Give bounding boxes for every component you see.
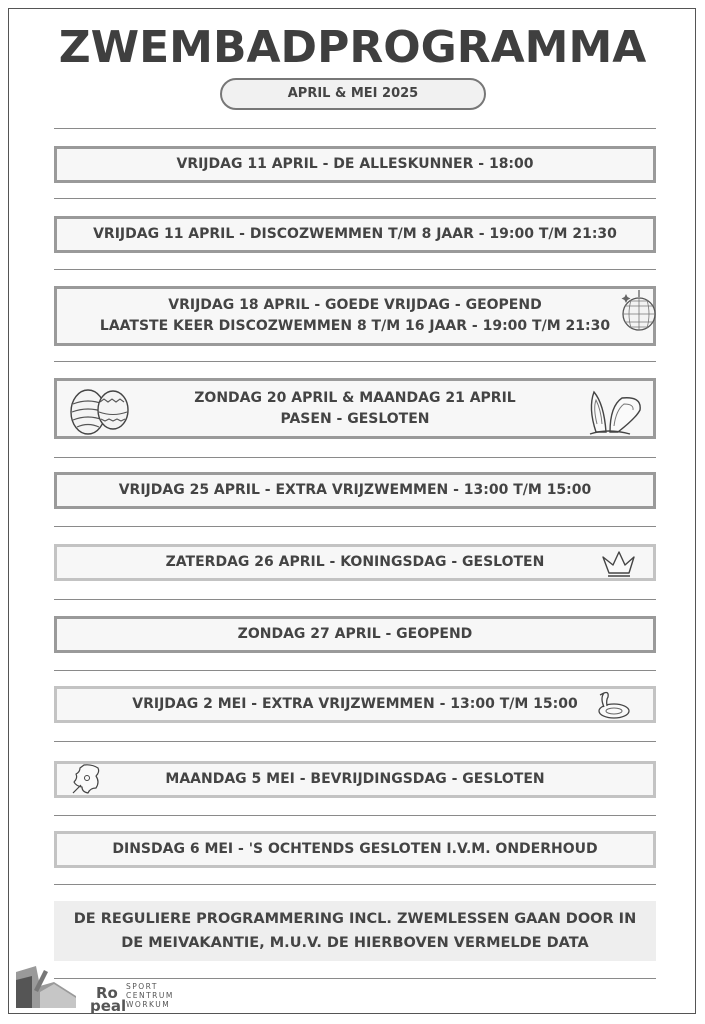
divider <box>54 526 656 527</box>
crown-icon <box>600 549 636 579</box>
event-item <box>54 544 656 581</box>
logo-line: SPORT <box>126 982 158 991</box>
divider <box>54 269 656 270</box>
divider <box>54 599 656 600</box>
divider <box>54 884 656 885</box>
event-text: VRIJDAG 2 MEI - EXTRA VRIJZWEMMEN - 13:00 T/M 15:00 <box>132 696 578 712</box>
page-title: ZWEMBADPROGRAMMA <box>58 22 647 73</box>
date-range-pill: APRIL & MEI 2025 <box>220 78 486 110</box>
event-item <box>54 761 656 798</box>
event-item <box>54 378 656 439</box>
logo-word: peal <box>90 997 127 1015</box>
event-item <box>54 686 656 723</box>
divider <box>54 978 656 979</box>
note-text: DE REGULIERE PROGRAMMERING INCL. ZWEMLESSEN GAAN DOOR IN <box>73 911 637 927</box>
event-text: VRIJDAG 25 APRIL - EXTRA VRIJZWEMMEN - 13:00 T/M 15:00 <box>118 482 592 498</box>
event-item <box>54 286 656 346</box>
divider <box>54 198 656 199</box>
logo-line: CENTRUM <box>126 991 174 1000</box>
event-text: ZONDAG 27 APRIL - GEOPEND <box>237 626 473 642</box>
swan-float-icon <box>596 690 632 720</box>
logo-line: WORKUM <box>126 1000 171 1009</box>
netherlands-map-icon <box>70 762 104 796</box>
divider <box>54 741 656 742</box>
event-text: DINSDAG 6 MEI - 'S OCHTENDS GESLOTEN I.V.M. ONDERHOUD <box>112 841 598 857</box>
divider <box>54 670 656 671</box>
note-text: DE MEIVAKANTIE, M.U.V. DE HIERBOVEN VERMELDE DATA <box>121 935 589 951</box>
event-item <box>54 472 656 509</box>
divider <box>54 457 656 458</box>
easter-eggs-icon <box>68 386 132 436</box>
event-text: VRIJDAG 11 APRIL - DE ALLESKUNNER - 18:00 <box>176 156 534 172</box>
disco-ball-icon <box>620 290 658 332</box>
divider <box>54 128 656 129</box>
divider <box>54 361 656 362</box>
event-text: VRIJDAG 18 APRIL - GOEDE VRIJDAG - GEOPEND <box>168 297 542 313</box>
event-text: PASEN - GESLOTEN <box>280 410 430 427</box>
event-text: LAATSTE KEER DISCOZWEMMEN 8 T/M 16 JAAR - 19:00 T/M 21:30 <box>99 318 611 334</box>
event-text: ZONDAG 20 APRIL & MAANDAG 21 APRIL <box>194 389 516 406</box>
event-text: MAANDAG 5 MEI - BEVRIJDINGSDAG - GESLOTEN <box>165 771 545 787</box>
event-item <box>54 831 656 868</box>
divider <box>54 815 656 816</box>
event-text: ZATERDAG 26 APRIL - KONINGSDAG - GESLOTEN <box>165 554 545 570</box>
logo-mark <box>14 962 78 1010</box>
logo-word: Ro <box>96 984 118 1002</box>
info-note <box>54 901 656 961</box>
bunny-ears-icon <box>586 388 644 438</box>
event-item <box>54 146 656 183</box>
event-text: VRIJDAG 11 APRIL - DISCOZWEMMEN T/M 8 JAAR - 19:00 T/M 21:30 <box>93 226 617 242</box>
event-item <box>54 216 656 253</box>
event-item <box>54 616 656 653</box>
